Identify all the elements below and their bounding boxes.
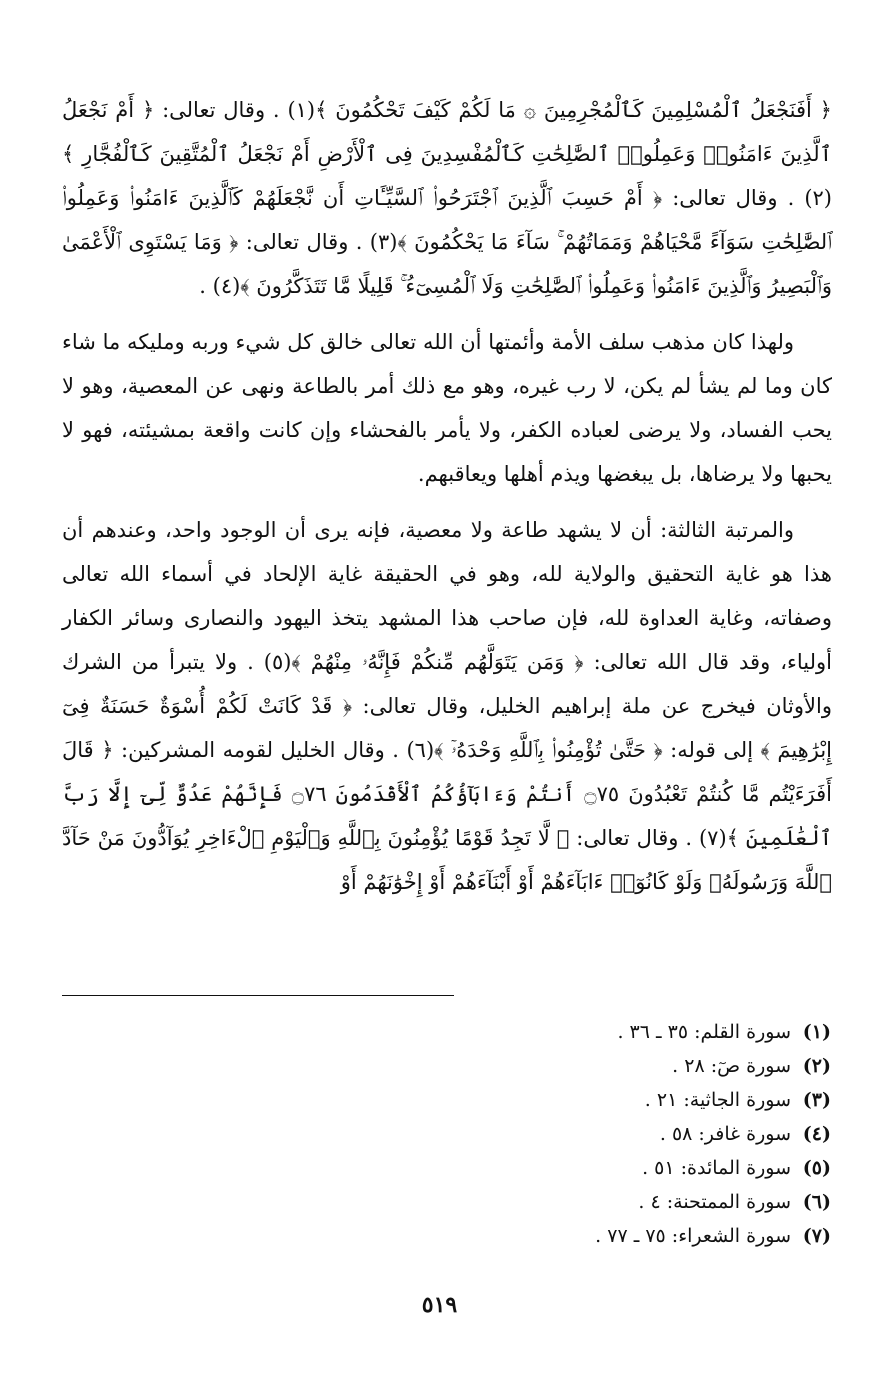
- footnote-item: [411, 1117, 831, 1151]
- footnote-text: سورة الشعراء: ٧٥ ـ ٧٧ .: [595, 1225, 791, 1247]
- main-text: [62, 88, 832, 916]
- footnote-text: سورة القلم: ٣٥ ـ ٣٦ .: [617, 1021, 791, 1043]
- doctrine-paragraph: ولهذا كان مذهب سلف الأمة وأئمتها أن الله تعالى خالق كل شيء وربه ومليكه ما شاء كان وما لم يشأ لم يكن، لا رب غيره، وهو مع ذلك أمر بالطاعة ونهى عن المعصية، وهو لا يحب الفساد، ولا يرضى لعباده الكفر، ولا يأمر بالفحشاء وإن كانت واقعة بمشيئته، فهو لا يحبها ولا يرضاها، بل يبغضها ويذم أهلها ويعاقبهم.: [62, 330, 832, 486]
- footnote-number: (٢): [802, 1055, 831, 1077]
- footnote-separator: [62, 995, 454, 996]
- footnote-text: سورة صٓ: ٢٨ .: [672, 1055, 791, 1077]
- footnote-item: [411, 1049, 831, 1083]
- footnote-text: سورة المائدة: ٥١ .: [642, 1157, 791, 1179]
- footnote-number: (٧): [802, 1225, 831, 1247]
- footnote-number: (٣): [802, 1089, 831, 1111]
- footnote-text: سورة الممتحنة: ٤ .: [638, 1191, 791, 1213]
- footnote-number: (٥): [802, 1157, 831, 1179]
- footnote-text: سورة غافر: ٥٨ .: [659, 1123, 791, 1145]
- quran-verses-paragraph: ﴿ أَفَنَجْعَلُ ٱلْمُسْلِمِينَ كَٱلْمُجْرِمِينَ ۞ مَا لَكُمْ كَيْفَ تَحْكُمُونَ ﴾(١) . وقال تعالى: ﴿ أَمْ نَجْعَلُ ٱلَّذِينَ ءَامَنُوا۟ وَعَمِلُوا۟ ٱلصَّٰلِحَٰتِ كَٱلْمُفْسِدِينَ فِى ٱلْأَرْضِ أَمْ نَجْعَلُ ٱلْمُتَّقِينَ كَٱلْفُجَّارِ ﴾(٢) . وقال تعالى: ﴿ أَمْ حَسِبَ ٱلَّذِينَ ٱجْتَرَحُوا۟ ٱلسَّيِّـَٔاتِ أَن نَّجْعَلَهُمْ كَٱلَّذِينَ ءَامَنُوا۟ وَعَمِلُوا۟ ٱلصَّٰلِحَٰتِ سَوَآءً مَّحْيَاهُمْ وَمَمَاتُهُمْ ۚ سَآءَ مَا يَحْكُمُونَ ﴾(٣) . وقال تعالى: ﴿ وَمَا يَسْتَوِى ٱلْأَعْمَىٰ وَٱلْبَصِيرُ وَٱلَّذِينَ ءَامَنُوا۟ وَعَمِلُوا۟ ٱلصَّٰلِحَٰتِ وَلَا ٱلْمُسِىٓءُ ۚ قَلِيلًا مَّا تَتَذَكَّرُونَ ﴾(٤) .: [62, 98, 832, 298]
- footnote-number: (٤): [802, 1123, 831, 1145]
- footnotes: [411, 1015, 831, 1253]
- footnote-number: (١): [802, 1021, 831, 1043]
- footnote-item: [411, 1083, 831, 1117]
- footnote-item: [411, 1015, 831, 1049]
- footnote-item: [411, 1151, 831, 1185]
- page-number: ٥١٩: [421, 1292, 458, 1318]
- footnote-text: سورة الجاثية: ٢١ .: [644, 1089, 791, 1111]
- third-rank-paragraph: والمرتبة الثالثة: أن لا يشهد طاعة ولا معصية، فإنه يرى أن الوجود واحد، وعندهم أن هذا هو غاية التحقيق والولاية لله، وهو في الحقيقة غاية الإلحاد في أسماء الله تعالى وصفاته، وغاية العداوة لله، فإن صاحب هذا المشهد يتخذ اليهود والنصارى وسائر الكفار أولياء، وقد قال الله تعالى: ﴿ وَمَن يَتَوَلَّهُم مِّنكُمْ فَإِنَّهُۥ مِنْهُمْ ﴾(٥) . ولا يتبرأ من الشرك والأوثان فيخرج عن ملة إبراهيم الخليل، وقال تعالى: ﴿ قَدْ كَانَتْ لَكُمْ أُسْوَةٌ حَسَنَةٌ فِىٓ إِبْرَٰهِيمَ ﴾ إلى قوله: ﴿ حَتَّىٰ تُؤْمِنُوا۟ بِٱللَّهِ وَحْدَهُۥٓ ﴾(٦) . وقال الخليل لقومه المشركين: ﴿ قَالَ أَفَرَءَيْتُم مَّا كُنتُمْ تَعْبُدُونَ ۝٧٥ أَنتُمْ وَءَابَآؤُكُمُ ٱلْأَقْدَمُونَ ۝٧٦ فَإِنَّهُمْ عَدُوٌّ لِّىٓ إِلَّا رَبَّ ٱلْعَٰلَمِينَ ﴾(٧) . وقال تعالى: ﴿ لَّا تَجِدُ قَوْمًا يُؤْمِنُونَ بِٱللَّهِ وَٱلْيَوْمِ ٱلْءَاخِرِ يُوَآدُّونَ مَنْ حَآدَّ ٱللَّهَ وَرَسُولَهُۥ وَلَوْ كَانُوٓا۟ ءَابَآءَهُمْ أَوْ أَبْنَآءَهُمْ أَوْ إِخْوَٰنَهُمْ أَوْ: [62, 518, 833, 894]
- footnote-number: (٦): [802, 1191, 831, 1213]
- footnote-item: [411, 1185, 831, 1219]
- footnote-item: [411, 1219, 831, 1253]
